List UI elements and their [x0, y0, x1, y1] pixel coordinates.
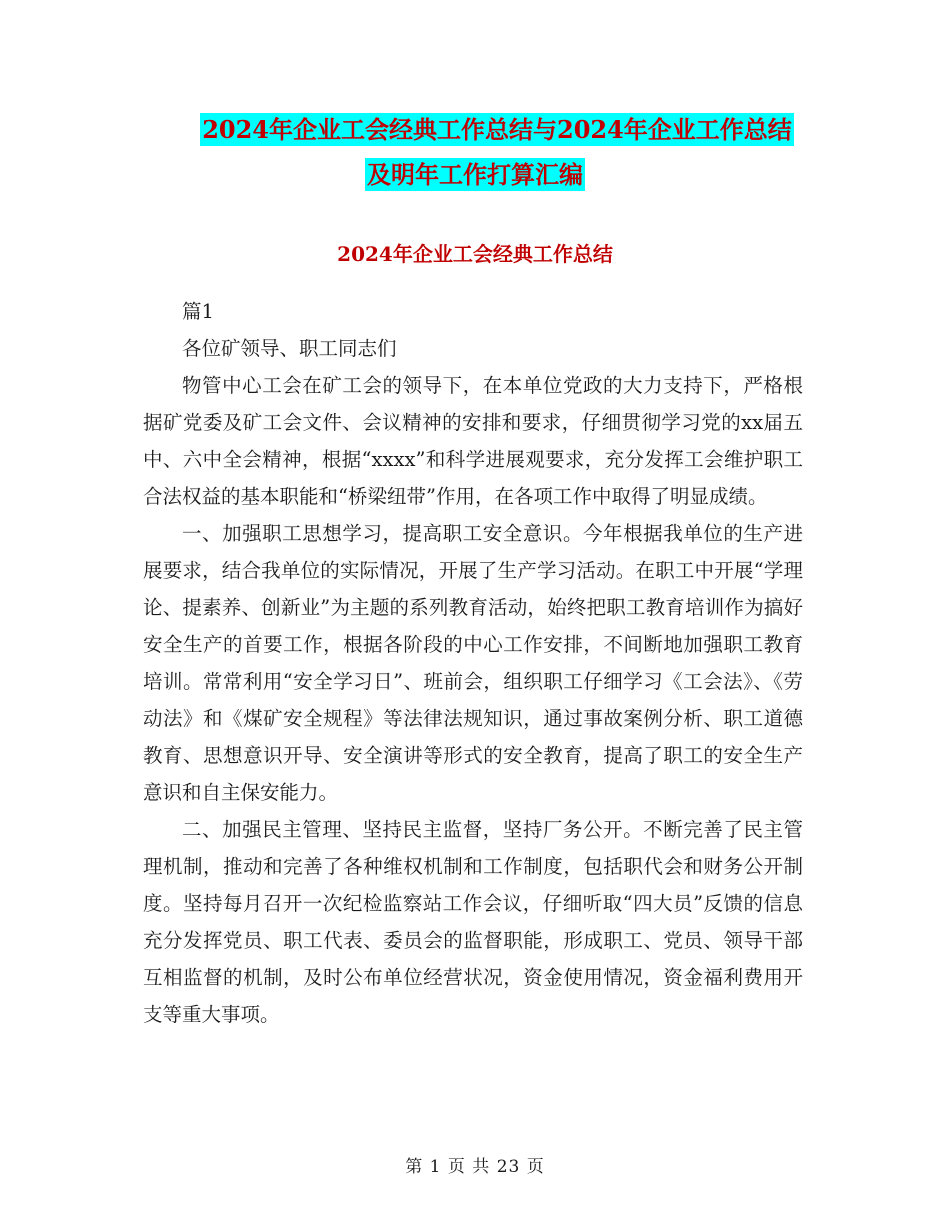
paragraph-section-1: 一、加强职工思想学习，提高职工安全意识。今年根据我单位的生产进展要求，结合我单位的实际情况，开展了生产学习活动。在职工中开展“学理论、提素养、创新业”为主题的系列教育活动，始终把职工教育培训作为搞好安全生产的首要工作，根据各阶段的中心工作安排，不间断地加强职工教育培训。常常利用“安全学习日”、班前会，组织职工仔细学习《工会法》、《劳动法》和《煤矿安全规程》等法律法规知识，通过事故案例分析、职工道德教育、思想意识开导、安全演讲等形式的安全教育，提高了职工的安全生产意识和自主保安能力。 [143, 522, 803, 804]
title-highlight: 及明年工作打算汇编 [367, 160, 583, 189]
salutation: 各位矿领导、职工同志们 [182, 337, 397, 360]
document-title-line-2 [0, 155, 950, 195]
page-footer: 第 1 页 共 23 页 [405, 1157, 545, 1177]
document-title-line-1 [22, 110, 950, 150]
paragraph-section-2: 二、加强民主管理、坚持民主监督，坚持厂务公开。不断完善了民主管理机制，推动和完善了各种维权机制和工作制度，包括职代会和财务公开制度。坚持每月召开一次纪检监察站工作会议，仔细听取“四大员”反馈的信息充分发挥党员、职工代表、委员会的监督职能，形成职工、党员、领导干部互相监督的机制，及时公布单位经营状况，资金使用情况，资金福利费用开支等重大事项。 [143, 818, 803, 1026]
section-title: 2024年企业工会经典工作总结 [337, 241, 613, 266]
document-body [143, 293, 803, 1033]
title-highlight: 2024年企业工会经典工作总结与2024年企业工作总结 [202, 115, 792, 144]
chapter-label: 篇1 [182, 300, 214, 323]
paragraph-intro: 物管中心工会在矿工会的领导下，在本单位党政的大力支持下，严格根据矿党委及矿工会文件、会议精神的安排和要求，仔细贯彻学习党的xx届五中、六中全会精神，根据“xxxx”和科学进展观要求，充分发挥工会维护职工合法权益的基本职能和“桥梁纽带”作用，在各项工作中取得了明显成绩。 [143, 374, 803, 508]
